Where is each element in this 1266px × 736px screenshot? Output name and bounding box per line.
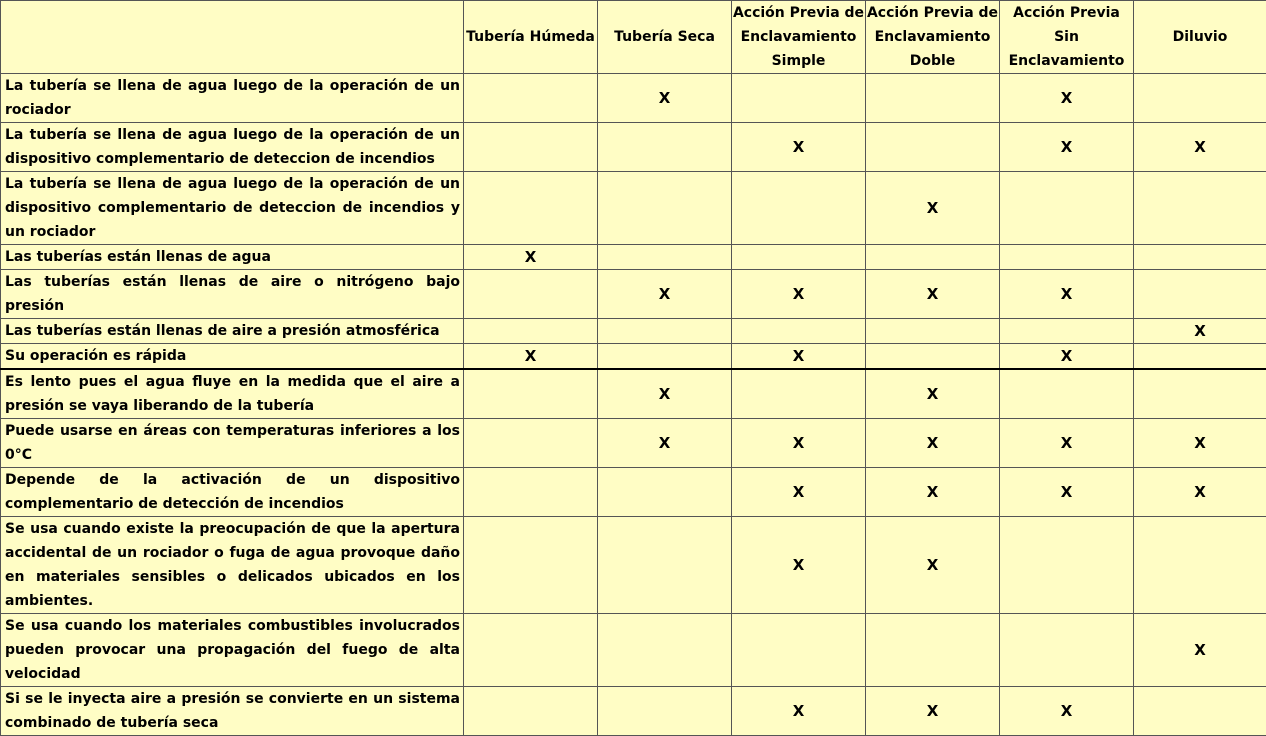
mark-cell [1134,245,1266,270]
mark-cell [1134,270,1266,319]
table-row [1,517,1266,614]
mark-cell: X [732,344,866,370]
mark-cell [866,614,1000,687]
mark-cell: X [1000,123,1134,172]
mark-cell: X [1134,123,1266,172]
mark-cell [464,419,598,468]
header-accion-previa-simple: Acción Previa de Enclavamiento Simple [732,1,866,74]
mark-cell: X [1000,419,1134,468]
mark-cell: X [866,369,1000,419]
mark-cell [732,369,866,419]
mark-cell [598,614,732,687]
mark-cell [464,614,598,687]
mark-cell [598,687,732,736]
mark-cell [866,344,1000,370]
row-description: Es lento pues el agua fluye en la medida que el aire a presión se vaya liberando de la tubería [1,369,464,419]
mark-cell [598,123,732,172]
mark-cell [598,517,732,614]
mark-cell [1000,245,1134,270]
row-description: Depende de la activación de un dispositivo complementario de detección de incendios [1,468,464,517]
table-row [1,419,1266,468]
mark-cell [732,245,866,270]
mark-cell [598,319,732,344]
header-accion-previa-doble: Acción Previa de Enclavamiento Doble [866,1,1000,74]
table-row [1,369,1266,419]
mark-cell [464,319,598,344]
table-row [1,319,1266,344]
mark-cell: X [1134,419,1266,468]
header-empty [1,1,464,74]
mark-cell: X [1134,319,1266,344]
mark-cell: X [866,517,1000,614]
table-row [1,270,1266,319]
row-description: Si se le inyecta aire a presión se convierte en un sistema combinado de tubería seca [1,687,464,736]
mark-cell: X [464,344,598,370]
mark-cell: X [732,123,866,172]
header-row [1,1,1266,74]
mark-cell: X [1000,344,1134,370]
mark-cell [866,319,1000,344]
mark-cell: X [866,172,1000,245]
mark-cell: X [732,687,866,736]
table-row [1,123,1266,172]
header-tuberia-seca: Tubería Seca [598,1,732,74]
mark-cell [1000,517,1134,614]
mark-cell [1000,614,1134,687]
mark-cell: X [866,687,1000,736]
mark-cell [1134,74,1266,123]
mark-cell [1134,369,1266,419]
mark-cell: X [1000,687,1134,736]
mark-cell: X [1000,74,1134,123]
header-accion-previa-sin: Acción Previa Sin Enclavamiento [1000,1,1134,74]
mark-cell [464,172,598,245]
table-row [1,614,1266,687]
mark-cell [1134,687,1266,736]
mark-cell [598,245,732,270]
table-row [1,468,1266,517]
mark-cell [464,468,598,517]
mark-cell [598,344,732,370]
row-description: La tubería se llena de agua luego de la operación de un dispositivo complementario de deteccion de incendios y un rociador [1,172,464,245]
table-row [1,245,1266,270]
table-row [1,74,1266,123]
mark-cell [1134,344,1266,370]
mark-cell [1000,172,1134,245]
mark-cell [1134,517,1266,614]
table-row [1,344,1266,370]
row-description: Las tuberías están llenas de aire a presión atmosférica [1,319,464,344]
mark-cell: X [1000,270,1134,319]
mark-cell: X [598,369,732,419]
mark-cell [464,369,598,419]
mark-cell: X [464,245,598,270]
mark-cell [866,245,1000,270]
row-description: La tubería se llena de agua luego de la operación de un rociador [1,74,464,123]
mark-cell [732,74,866,123]
mark-cell [732,614,866,687]
mark-cell: X [1134,614,1266,687]
mark-cell [732,172,866,245]
row-description: Las tuberías están llenas de aire o nitrógeno bajo presión [1,270,464,319]
mark-cell [464,687,598,736]
row-description: Se usa cuando existe la preocupación de que la apertura accidental de un rociador o fuga de agua provoque daño en materiales sensibles o delicados ubicados en los ambientes. [1,517,464,614]
mark-cell [464,74,598,123]
header-tuberia-humeda: Tubería Húmeda [464,1,598,74]
mark-cell [1000,319,1134,344]
row-description: La tubería se llena de agua luego de la operación de un dispositivo complementario de deteccion de incendios [1,123,464,172]
mark-cell [464,517,598,614]
table-row [1,687,1266,736]
mark-cell: X [732,419,866,468]
mark-cell [464,270,598,319]
table-row [1,172,1266,245]
row-description: Las tuberías están llenas de agua [1,245,464,270]
mark-cell: X [866,270,1000,319]
mark-cell: X [598,270,732,319]
mark-cell [1134,172,1266,245]
row-description: Su operación es rápida [1,344,464,370]
mark-cell: X [1134,468,1266,517]
mark-cell: X [866,468,1000,517]
mark-cell: X [732,468,866,517]
mark-cell [732,319,866,344]
header-diluvio: Diluvio [1134,1,1266,74]
mark-cell: X [866,419,1000,468]
row-description: Puede usarse en áreas con temperaturas inferiores a los 0°C [1,419,464,468]
mark-cell [464,123,598,172]
mark-cell: X [732,270,866,319]
mark-cell: X [732,517,866,614]
mark-cell: X [598,74,732,123]
mark-cell [598,172,732,245]
mark-cell: X [1000,468,1134,517]
mark-cell [866,123,1000,172]
mark-cell [866,74,1000,123]
mark-cell: X [598,419,732,468]
mark-cell [598,468,732,517]
mark-cell [1000,369,1134,419]
row-description: Se usa cuando los materiales combustibles involucrados pueden provocar una propagación del fuego de alta velocidad [1,614,464,687]
